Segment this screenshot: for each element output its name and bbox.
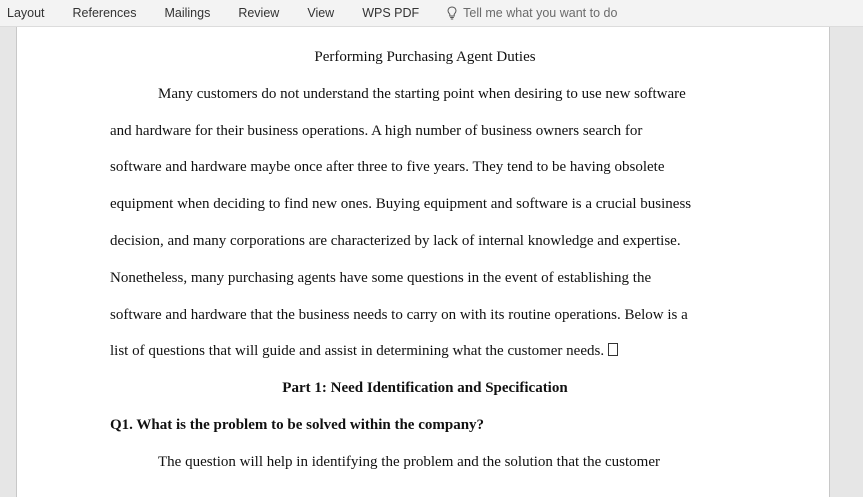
paragraph-line: decision, and many corporations are characterized by lack of internal knowledge and expertise. xyxy=(110,233,681,249)
missing-glyph-icon xyxy=(608,343,618,356)
document-canvas xyxy=(0,27,863,484)
section-heading: Part 1: Need Identification and Specification xyxy=(282,380,568,396)
tab-review[interactable]: Review xyxy=(238,6,280,20)
paragraph-line: list of questions that will guide and assist in determining what the customer needs. xyxy=(110,343,605,359)
paragraph-line: software and hardware that the business needs to carry on with its routine operations. Below is a xyxy=(110,307,688,323)
tell-me-placeholder: Tell me what you want to do xyxy=(463,6,618,20)
paragraph-line: Nonetheless, many purchasing agents have some questions in the event of establishing the xyxy=(110,270,652,286)
question-heading: Q1. What is the problem to be solved within the company? xyxy=(110,417,485,433)
paragraph-line: Many customers do not understand the starting point when desiring to use new software xyxy=(158,86,686,102)
tell-me-search[interactable] xyxy=(433,6,617,20)
paragraph-last-line xyxy=(110,342,618,360)
lightbulb-icon xyxy=(447,6,457,20)
tab-wps-pdf[interactable]: WPS PDF xyxy=(362,6,420,20)
tab-mailings[interactable]: Mailings xyxy=(164,6,211,20)
tab-layout[interactable]: Layout xyxy=(7,6,45,20)
tab-references[interactable]: References xyxy=(72,6,137,20)
paragraph-line: The question will help in identifying the problem and the solution that the customer xyxy=(158,454,660,470)
paragraph-line: equipment when deciding to find new ones. Buying equipment and software is a crucial business xyxy=(110,196,692,212)
ribbon-tab-bar xyxy=(0,0,863,27)
paragraph-line: software and hardware maybe once after three to five years. They tend to be having obsolete xyxy=(110,159,665,175)
tab-view[interactable]: View xyxy=(307,6,335,20)
document-title: Performing Purchasing Agent Duties xyxy=(314,49,536,65)
paragraph-line: and hardware for their business operations. A high number of business owners search for xyxy=(110,123,643,139)
document-page[interactable] xyxy=(16,27,830,497)
